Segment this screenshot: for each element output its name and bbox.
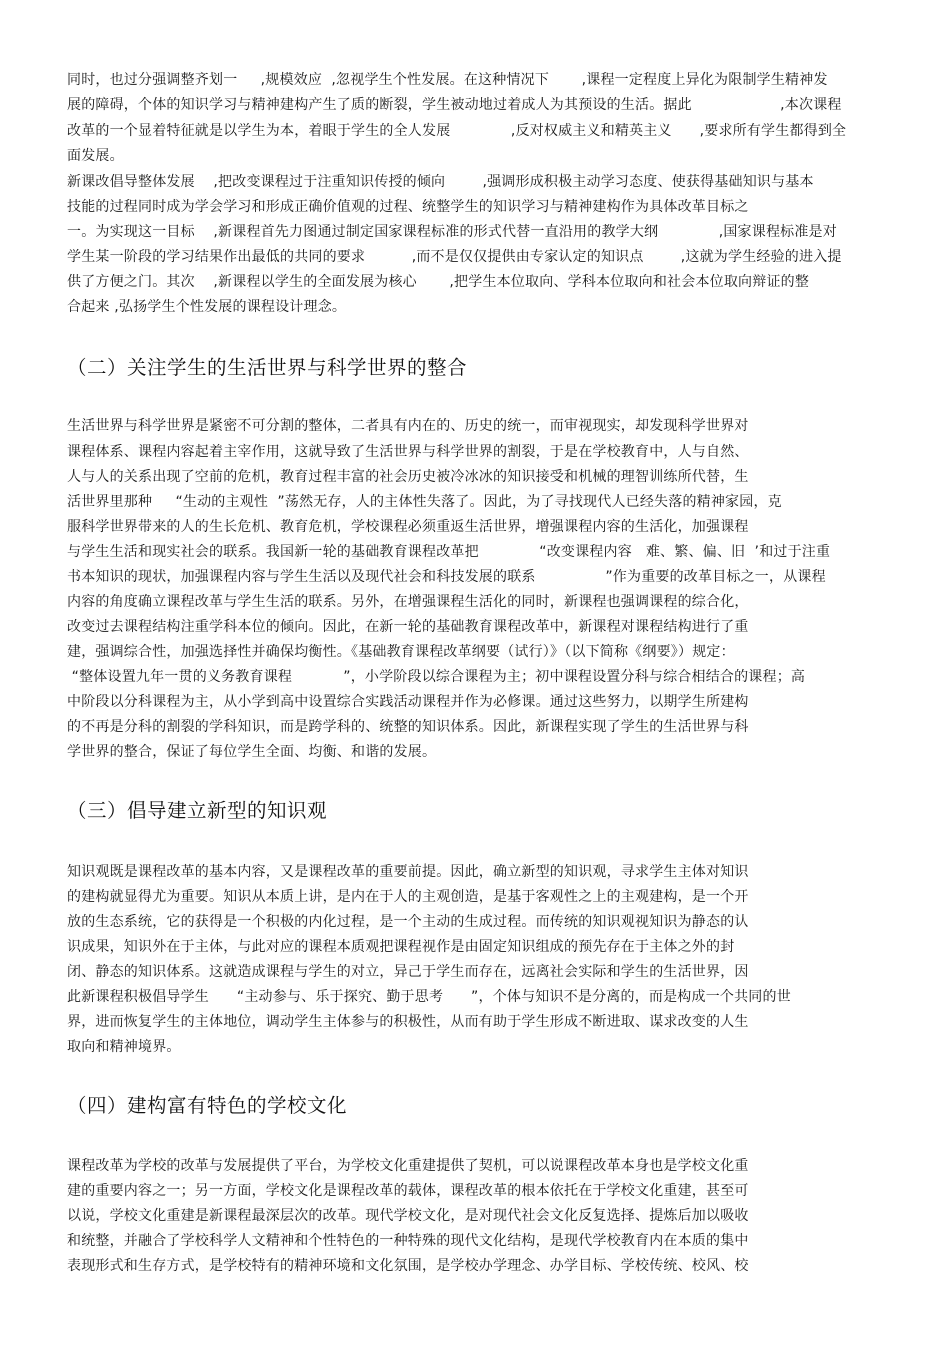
paragraph-line: 的建构就显得尤为重要。知识从本质上讲，是内在于人的主观创造，是基于客观性之上的主观建构，是一个开 [67, 889, 749, 905]
paragraph-line: 知识观既是课程改革的基本内容，又是课程改革的重要前提。因此，确立新型的知识观，寻求学生主体对知识 [67, 864, 749, 880]
paragraph-line: 的不再是分科的割裂的学科知识，而是跨学科的、统整的知识体系。因此，新课程实现了学生的生活世界与科 [67, 719, 749, 735]
paragraph-line: 新课改倡导整体发展 ,把改变课程过于注重知识传授的倾向 ,强调形成积极主动学习态度、使获得基础知识与基本 [67, 174, 814, 190]
paragraph-line: 学生某一阶段的学习结果作出最低的共同的要求 ,而不是仅仅提供由专家认定的知识点 ,这就为学生经验的进入提 [67, 249, 842, 265]
paragraph-line: 合起来 ,弘扬学生个性发展的课程设计理念。 [67, 299, 347, 315]
paragraph-line: 放的生态系统，它的获得是一个积极的内化过程，是一个主动的生成过程。而传统的知识观视知识为静态的认 [67, 914, 749, 930]
paragraph-line: 此新课程积极倡导学生 “主动参与、乐于探究、勤于思考 ”，个体与知识不是分离的，而是构成一个共同的世 [67, 989, 791, 1005]
paragraph-line: 学世界的整合，保证了每位学生全面、均衡、和谐的发展。 [67, 744, 437, 760]
paragraph-line: 内容的角度确立课程改革与学生生活的联系。另外，在增强课程生活化的同时，新课程也强调课程的综合化， [67, 594, 749, 610]
paragraph-line: “整体设置九年一贯的义务教育课程 ”，小学阶段以综合课程为主；初中课程设置分科与综合相结合的课程；高 [67, 669, 806, 685]
paragraph-line: 供了方便之门。其次 ,新课程以学生的全面发展为核心 ,把学生本位取向、学科本位取向和社会本位取向辩证的整 [67, 274, 810, 290]
section-heading: （三）倡导建立新型的知识观 [67, 799, 328, 822]
paragraph-line: 与学生生活和现实社会的联系。我国新一轮的基础教育课程改革把 “改变课程内容 难、繁、偏、旧 ’和过于注重 [67, 544, 831, 560]
paragraph-line: 活世界里那种 “生动的主观性 ”荡然无存，人的主体性失落了。因此，为了寻找现代人已经失落的精神家园，克 [67, 494, 782, 510]
paragraph-line: 技能的过程同时成为学会学习和形成正确价值观的过程、统整学生的知识学习与精神建构作为具体改革目标之 [67, 199, 749, 215]
paragraph-line: 展的障碍，个体的知识学习与精神建构产生了质的断裂，学生被动地过着成人为其预设的生活。据此 ,本次课程 [67, 97, 842, 113]
paragraph-line: 书本知识的现状，加强课程内容与学生生活以及现代社会和科技发展的联系 ”作为重要的改革目标之一，从课程 [67, 569, 826, 585]
paragraph-line: 界，进而恢复学生的主体地位，调动学生主体参与的积极性，从而有助于学生形成不断进取、谋求改变的人生 [67, 1014, 749, 1030]
paragraph-line: 课程体系、课程内容起着主宰作用，这就导致了生活世界与科学世界的割裂，于是在学校教育中，人与自然、 [67, 444, 749, 460]
paragraph-line: 闭、静态的知识体系。这就造成课程与学生的对立，异己于学生而存在，远离社会实际和学生的生活世界，因 [67, 964, 749, 980]
section-heading: （四）建构富有特色的学校文化 [67, 1094, 348, 1117]
paragraph-line: 以说，学校文化重建是新课程最深层次的改革。现代学校文化，是对现代社会文化反复选择、提炼后加以吸收 [67, 1208, 749, 1224]
paragraph-line: 改变过去课程结构注重学科本位的倾向。因此，在新一轮的基础教育课程改革中，新课程对课程结构进行了重 [67, 619, 749, 635]
section-heading: （二）关注学生的生活世界与科学世界的整合 [67, 356, 468, 379]
paragraph-line: 生活世界与科学世界是紧密不可分割的整体，二者具有内在的、历史的统一，而审视现实，却发现科学世界对 [67, 418, 749, 434]
paragraph-line: 同时，也过分强调整齐划一 ,规模效应 ,忽视学生个性发展。在这种情况下 ,课程一定程度上异化为限制学生精神发 [67, 72, 828, 88]
paragraph-line: 建，强调综合性，加强选择性并确保均衡性。《基础教育课程改革纲要（试行）》（以下简称《纲要》）规定： [67, 644, 735, 660]
paragraph-line: 人与人的关系出现了空前的危机，教育过程丰富的社会历史被冷冰冰的知识接受和机械的理智训练所代替，生 [67, 469, 749, 485]
paragraph-line: 和统整，并融合了学校科学人文精神和个性特色的一种特殊的现代文化结构，是现代学校教育内在本质的集中 [67, 1233, 749, 1249]
paragraph-line: 改革的一个显着特征就是以学生为本，着眼于学生的全人发展 ,反对权威主义和精英主义 ,要求所有学生都得到全 [67, 123, 847, 139]
paragraph-line: 服科学世界带来的人的生长危机、教育危机，学校课程必须重返生活世界，增强课程内容的生活化，加强课程 [67, 519, 749, 535]
paragraph-line: 中阶段以分科课程为主，从小学到高中设置综合实践活动课程并作为必修课。通过这些努力，以期学生所建构 [67, 694, 749, 710]
paragraph-line: 建的重要内容之一；另一方面，学校文化是课程改革的载体，课程改革的根本依托在于学校文化重建，甚至可 [67, 1183, 749, 1199]
paragraph-line: 表现形式和生存方式，是学校特有的精神环境和文化氛围，是学校办学理念、办学目标、学校传统、校风、校 [67, 1258, 749, 1274]
paragraph-line: 面发展。 [67, 148, 124, 164]
paragraph-line: 一。为实现这一目标 ,新课程首先力图通过制定国家课程标准的形式代替一直沿用的教学大纲 ,国家课程标准是对 [67, 224, 837, 240]
paragraph-line: 课程改革为学校的改革与发展提供了平台，为学校文化重建提供了契机，可以说课程改革本身也是学校文化重 [67, 1158, 749, 1174]
paragraph-line: 识成果，知识外在于主体，与此对应的课程本质观把课程视作是由固定知识组成的预先存在于主体之外的封 [67, 939, 735, 955]
paragraph-line: 取向和精神境界。 [67, 1039, 181, 1055]
